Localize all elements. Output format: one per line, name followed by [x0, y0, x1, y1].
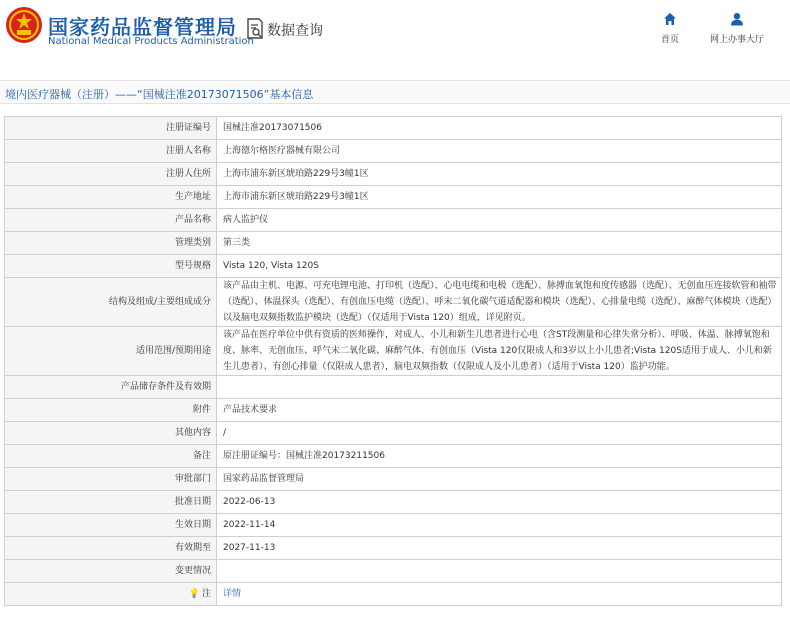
- table-row: [5, 376, 782, 399]
- row-label: 生产地址: [5, 186, 217, 209]
- row-label: 适用范围/预期用途: [5, 327, 217, 376]
- table-row: [5, 514, 782, 537]
- row-label: 有效期至: [5, 537, 217, 560]
- row-value: 该产品由主机、电源、可充电锂电池、打印机（选配）、心电电缆和电极（选配）、脉搏血氧饱和度传感器（选配）、无创血压连接软管和袖带（选配）、体温探头（选配）、有创血压电缆（选配）、呼末二氧化碳气道适配器和模块（选配）、心排量电缆（选配）、麻醉气体模块（选配）以及脑电双频指数监护模块（选配）（仅适用于Vista 120）组成，详见附页。: [217, 278, 782, 327]
- data-query-label: 数据查询: [267, 23, 323, 39]
- row-label: 产品名称: [5, 209, 217, 232]
- row-value: 2022-06-13: [217, 491, 782, 514]
- table-row: [5, 560, 782, 583]
- table-row: [5, 186, 782, 209]
- table-row: [5, 468, 782, 491]
- table-row: [5, 399, 782, 422]
- row-label: 管理类别: [5, 232, 217, 255]
- page-title: 境内医疗器械（注册）——“国械注准20173071506”基本信息: [5, 88, 314, 101]
- table-row: [5, 278, 782, 327]
- page-title-bar: [0, 80, 790, 104]
- data-query-icon: [246, 18, 264, 39]
- nav-online-service[interactable]: [702, 12, 772, 45]
- row-value: 2027-11-13: [217, 537, 782, 560]
- row-value: 2022-11-14: [217, 514, 782, 537]
- note-label-cell: [5, 583, 217, 606]
- row-value: 国械注准20173071506: [217, 117, 782, 140]
- row-label: 批准日期: [5, 491, 217, 514]
- row-value: [217, 560, 782, 583]
- row-value: /: [217, 422, 782, 445]
- row-value: 国家药品监督管理局: [217, 468, 782, 491]
- row-value: [217, 376, 782, 399]
- row-label: 其他内容: [5, 422, 217, 445]
- table-row: [5, 491, 782, 514]
- home-icon: [663, 12, 677, 26]
- row-value: [217, 583, 782, 606]
- row-value: 原注册证编号：国械注准20173211506: [217, 445, 782, 468]
- row-label: 注册人住所: [5, 163, 217, 186]
- row-value: 产品技术要求: [217, 399, 782, 422]
- row-label: 产品储存条件及有效期: [5, 376, 217, 399]
- details-link[interactable]: 详情: [223, 589, 242, 599]
- registration-info-table: [4, 116, 782, 606]
- nav-home-label: 首页: [660, 35, 679, 45]
- table-row: [5, 445, 782, 468]
- table-row: [5, 232, 782, 255]
- table-row: [5, 140, 782, 163]
- row-label: 变更情况: [5, 560, 217, 583]
- table-row: [5, 327, 782, 376]
- site-header: [0, 0, 790, 78]
- row-label: 审批部门: [5, 468, 217, 491]
- row-value: Vista 120, Vista 120S: [217, 255, 782, 278]
- row-value: 上海市浦东新区琥珀路229号3幢1区: [217, 186, 782, 209]
- table-row: [5, 537, 782, 560]
- row-value: 该产品在医疗单位中供有资质的医师操作，对成人、小儿和新生儿患者进行心电（含ST段测量和心律失常分析）、呼吸、体温、脉搏氧饱和度、脉率、无创血压、呼气末二氧化碳、麻醉气体、有创血压（Vista 120仅限成人和3岁以上小儿患者;Vista 120S适用于成人、小儿和新生儿患者）、有创心排量（仅限成人患者），脑电双频指数（仅限成人及小儿患者）（适用于Vista 120）监护功能。: [217, 327, 782, 376]
- row-label: 注: [201, 589, 211, 599]
- national-emblem-icon: [5, 6, 43, 44]
- lightbulb-icon: 💡: [188, 589, 200, 599]
- user-icon: [730, 12, 744, 26]
- nav-home[interactable]: [655, 12, 685, 45]
- row-value: 第三类: [217, 232, 782, 255]
- nav-online-service-label: 网上办事大厅: [709, 35, 764, 45]
- row-label: 注册人名称: [5, 140, 217, 163]
- table-row: [5, 209, 782, 232]
- row-label: 附件: [5, 399, 217, 422]
- row-value: 病人监护仪: [217, 209, 782, 232]
- row-value: 上海市浦东新区琥珀路229号3幢1区: [217, 163, 782, 186]
- site-name-cn[interactable]: 国家药品监督管理局: [48, 15, 237, 39]
- row-label: 型号规格: [5, 255, 217, 278]
- row-label: 生效日期: [5, 514, 217, 537]
- table-row: [5, 422, 782, 445]
- row-label: 备注: [5, 445, 217, 468]
- table-row: [5, 163, 782, 186]
- table-row: [5, 583, 782, 606]
- row-label: 注册证编号: [5, 117, 217, 140]
- table-row: [5, 117, 782, 140]
- table-row: [5, 255, 782, 278]
- row-value: 上海德尔格医疗器械有限公司: [217, 140, 782, 163]
- row-label: 结构及组成/主要组成成分: [5, 278, 217, 327]
- site-name-en[interactable]: National Medical Products Administration: [48, 36, 254, 47]
